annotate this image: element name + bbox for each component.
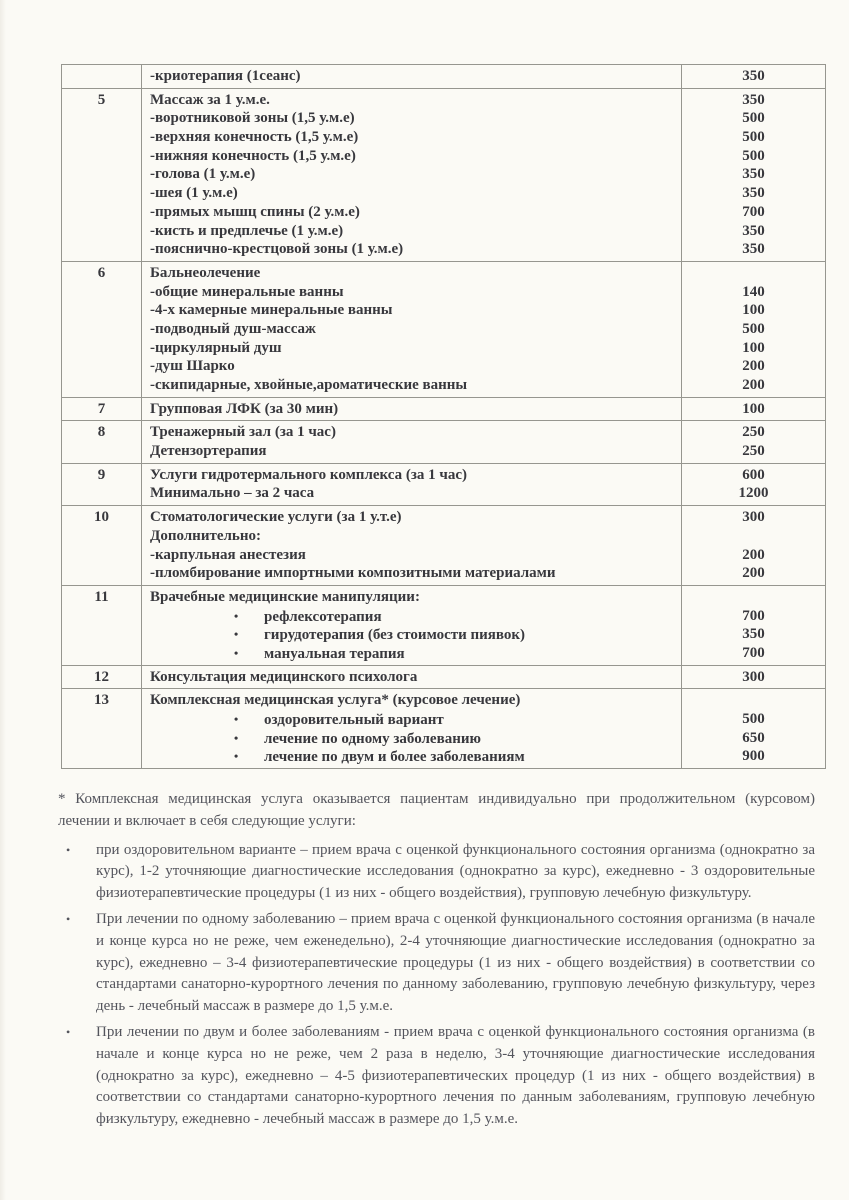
service-price: 250 [742, 424, 765, 441]
service-prices [681, 65, 825, 88]
row-number: 8 [97, 424, 106, 441]
service-name: -общие минеральные ванны [150, 283, 344, 300]
service-price: 200 [742, 546, 765, 563]
service-names [141, 65, 681, 88]
service-price: 500 [742, 129, 765, 146]
service-name: -скипидарные, хвойные,ароматические ванны [150, 377, 468, 393]
service-names [141, 398, 681, 421]
service-name: Консультация медицинского психолога [150, 668, 418, 685]
table-section-row [62, 65, 825, 88]
service-price: 500 [742, 147, 765, 164]
row-number: 13 [94, 692, 109, 709]
bullet-icon: • [234, 608, 239, 623]
service-price: 350 [742, 185, 765, 202]
service-price: 300 [742, 668, 765, 685]
table-section-row [62, 463, 825, 505]
service-names [141, 506, 681, 585]
service-names [141, 464, 681, 505]
row-number: 10 [94, 509, 109, 526]
service-price: 600 [742, 466, 765, 483]
service-prices [681, 689, 825, 768]
footnotes [58, 789, 815, 1135]
service-names [141, 421, 681, 462]
footnote-bullet [58, 1022, 815, 1131]
service-price [682, 691, 825, 710]
row-number: 9 [97, 466, 106, 483]
row-number [62, 65, 141, 88]
service-price: 200 [742, 358, 765, 375]
bullet-icon: • [234, 730, 239, 745]
table-section-row [62, 397, 825, 421]
service-name: Бальнеолечение [150, 264, 261, 281]
service-name: лечение по двум и более заболеваниям [264, 749, 525, 766]
service-name: Детензортерапия [150, 443, 267, 460]
service-price: 500 [742, 711, 765, 728]
service-name: Групповая ЛФК (за 30 мин) [150, 400, 339, 417]
service-name: -пломбирование импортными композитными материалами [150, 565, 556, 582]
service-name: -прямых мышц спины (2 у.м.е) [150, 203, 360, 220]
bullet-icon: • [234, 645, 239, 660]
footnote-text: При лечении по одному заболеванию – прием врача с оценкой функционального состояния организма (в начале и конце курса но не реже, чем еженедельно), 2-4 уточняющие диагностические исследования (однократно за курс), ежедневно – 3-4 физиотерапевтические процедуры (1 из них - общего воздействия) в соответствии со стандартами санаторно-курортного лечения по данному заболеванию, групповую лечебную физкультуру, через день - лечебный массаж в размере до 1,5 у.м.е. [96, 910, 815, 1015]
service-name: -шея (1 у.м.е) [150, 185, 238, 202]
service-price [682, 588, 825, 607]
service-name: -подводный душ-массаж [150, 320, 316, 337]
service-name: -4-х камерные минеральные ванны [150, 302, 393, 319]
service-name: Стоматологические услуги (за 1 у.т.е) [150, 509, 402, 526]
service-name: -голова (1 у.м.е) [150, 166, 256, 183]
table-section-row [62, 688, 825, 768]
bullet-icon: • [66, 842, 71, 857]
service-name: -криотерапия (1сеанс) [150, 68, 301, 84]
row-number: 12 [94, 668, 109, 685]
service-name: -карпульная анестезия [150, 546, 306, 563]
row-number: 5 [97, 91, 106, 108]
service-prices [681, 586, 825, 665]
service-price: 300 [742, 509, 765, 526]
service-price: 500 [742, 320, 765, 337]
service-names [141, 89, 681, 261]
service-price [682, 527, 825, 546]
footnote-text: при оздоровительном варианте – прием врача с оценкой функционального состояния организма (однократно за курс), 1-2 уточняющие диагностические исследования (однократно за курс), ежедневно - 3 оздоровительные физиотерапевтические процедуры (1 из них - общего воздействия), групповую лечебную физкультуру. [96, 841, 815, 902]
footnote-text: При лечении по двум и более заболеваниям - прием врача с оценкой функционального состояния организма (в начале и конце курса но не реже, чем 2 раза в неделю, 3-4 уточняющие диагностические исследования (однократно за курс), ежедневно – 4-5 физиотерапевтических процедур (1 из них - общего воздействия) в соответствии со стандартами санаторно-курортного лечения по данным заболеваниям, групповую лечебную физкультуру, ежедневно - лечебный массаж в размере до 1,5 у.м.е. [96, 1023, 815, 1128]
service-name: гирудотерапия (без стоимости пиявок) [264, 627, 526, 644]
service-prices [681, 262, 825, 397]
service-price: 140 [742, 283, 765, 300]
service-price: 250 [742, 443, 765, 460]
service-price: 100 [742, 400, 765, 417]
service-name: рефлексотерапия [264, 608, 382, 625]
service-price: 1200 [738, 485, 769, 502]
service-name: -нижняя конечность (1,5 у.м.е) [150, 147, 356, 164]
service-name: -пояснично-крестцовой зоны (1 у.м.е) [150, 241, 404, 258]
footnote-bullet-list [58, 840, 815, 1131]
footnote-asterisk: * Комплексная медицинская услуга оказывается пациентам индивидуально при продолжительном (курсовом) лечении и включает в себя следующие услуги: [58, 791, 815, 829]
service-name: -кисть и предплечье (1 у.м.е) [150, 222, 344, 239]
service-names [141, 586, 681, 665]
row-number: 6 [97, 264, 106, 281]
service-prices [681, 89, 825, 261]
service-price: 700 [742, 607, 765, 624]
service-name: мануальная терапия [264, 645, 405, 662]
service-name: Услуги гидротермального комплекса (за 1 час) [150, 466, 468, 483]
service-name: Минимально – за 2 часа [150, 485, 315, 502]
service-price: 100 [742, 339, 765, 356]
table-section-row [62, 665, 825, 689]
service-name: оздоровительный вариант [264, 712, 444, 729]
service-names [141, 689, 681, 768]
service-price: 350 [742, 68, 765, 84]
bullet-icon: • [234, 627, 239, 642]
footnote-bullet [58, 909, 815, 1018]
service-prices [681, 506, 825, 585]
service-prices [681, 464, 825, 505]
service-price: 650 [742, 729, 765, 746]
service-name: Врачебные медицинские манипуляции: [150, 588, 420, 605]
service-names [141, 262, 681, 397]
table-section-row [62, 88, 825, 261]
service-price: 350 [742, 241, 765, 258]
service-price: 700 [742, 644, 765, 661]
service-price: 350 [742, 166, 765, 183]
service-price: 200 [742, 565, 765, 582]
service-price: 700 [742, 203, 765, 220]
service-name: Дополнительно: [150, 527, 261, 544]
bullet-icon: • [66, 1024, 71, 1039]
table-section-row [62, 505, 825, 585]
bullet-icon: • [234, 712, 239, 727]
service-price: 900 [742, 748, 765, 765]
service-name: -циркулярный душ [150, 339, 282, 356]
service-price: 200 [742, 377, 765, 393]
service-price: 350 [742, 222, 765, 239]
table-section-row [62, 420, 825, 462]
service-price: 350 [742, 91, 765, 108]
bullet-icon: • [66, 911, 71, 926]
row-number: 7 [97, 400, 106, 417]
service-prices [681, 666, 825, 689]
service-name: Комплексная медицинская услуга* (курсовое лечение) [150, 692, 521, 709]
service-name: -душ Шарко [150, 358, 235, 375]
footnote-bullet [58, 840, 815, 905]
service-price [682, 264, 825, 283]
service-prices [681, 421, 825, 462]
table-section-row [62, 585, 825, 665]
service-name: лечение по одному заболеванию [264, 730, 481, 747]
service-name: -верхняя конечность (1,5 у.м.е) [150, 129, 359, 146]
service-prices [681, 398, 825, 421]
table-section-row [62, 261, 825, 397]
service-name: -воротниковой зоны (1,5 у.м.е) [150, 110, 355, 127]
price-table [61, 64, 826, 769]
service-name: Массаж за 1 у.м.е. [150, 91, 270, 108]
row-number: 11 [94, 588, 109, 605]
service-name: Тренажерный зал (за 1 час) [150, 424, 336, 441]
service-price: 100 [742, 302, 765, 319]
bullet-icon: • [234, 749, 239, 764]
service-names [141, 666, 681, 689]
service-price: 500 [742, 110, 765, 127]
service-price: 350 [742, 626, 765, 643]
